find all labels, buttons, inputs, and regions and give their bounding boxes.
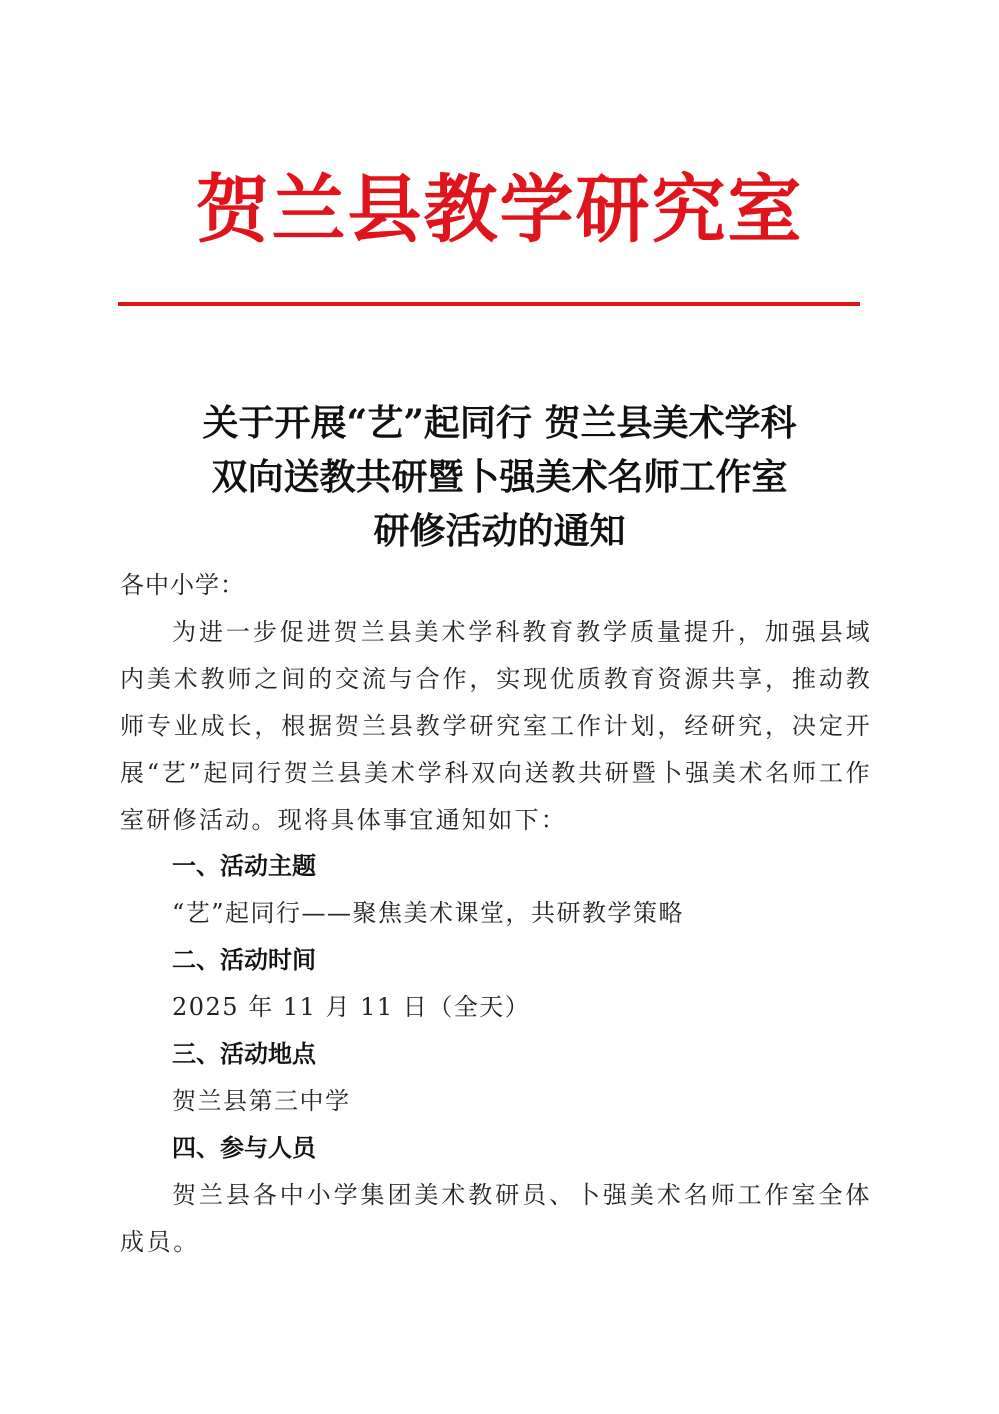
red-header-rule <box>118 302 860 306</box>
section-heading-time: 二、活动时间 <box>172 946 316 974</box>
document-title <box>0 396 999 558</box>
document-title-line-2: 双向送教共研暨卜强美术名师工作室 <box>211 456 788 498</box>
section-body-location: 贺兰县第三中学 <box>172 1087 351 1115</box>
section-body-participants: 贺兰县各中小学集团美术教研员、卜强美术名师工作室全体成员。 <box>120 1181 872 1256</box>
section-body-time: 2025 年 11 月 11 日（全天） <box>172 993 531 1021</box>
section-heading-participants: 四、参与人员 <box>172 1134 316 1162</box>
document-title-line-1: 关于开展“艺”起同行 贺兰县美术学科 <box>202 402 797 444</box>
issuing-organization-header: 贺兰县教学研究室 <box>195 167 804 253</box>
section-body-theme: “艺”起同行——聚焦美术课堂，共研教学策略 <box>172 899 685 927</box>
salutation: 各中小学： <box>120 571 245 599</box>
section-heading-theme: 一、活动主题 <box>172 852 316 880</box>
intro-paragraph: 为进一步促进贺兰县美术学科教育教学质量提升，加强县域内美术教师之间的交流与合作，实现优质教育资源共享，推动教师专业成长，根据贺兰县教学研究室工作计划，经研究，决定开展“艺”起同行贺兰县美术学科双向送教共研暨卜强美术名师工作室研修活动。现将具体事宜通知如下： <box>120 618 872 834</box>
section-heading-location: 三、活动地点 <box>172 1040 316 1068</box>
document-title-line-3: 研修活动的通知 <box>373 510 626 552</box>
